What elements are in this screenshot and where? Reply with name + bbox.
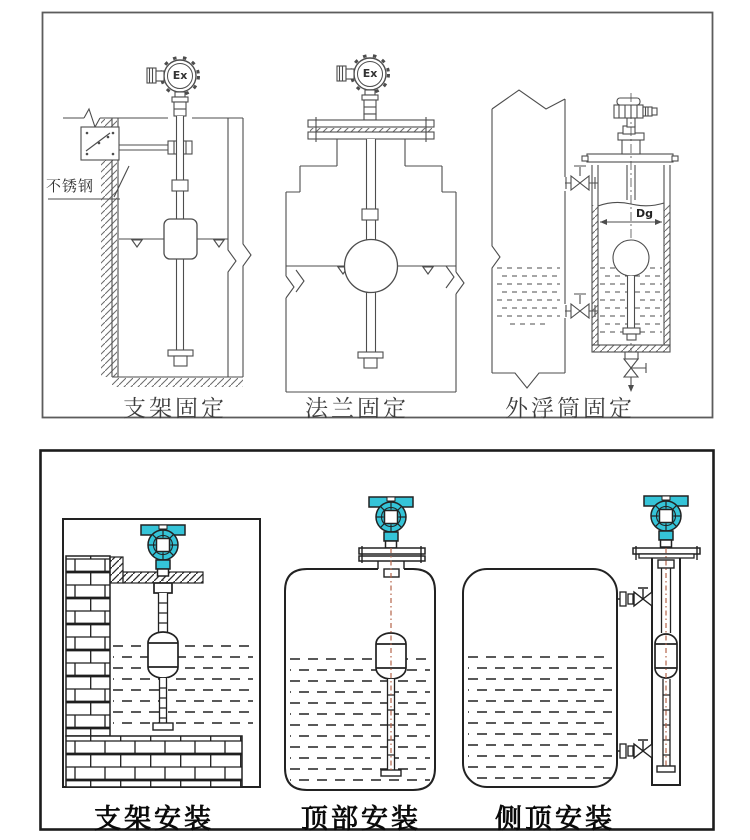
dg-label: Dg <box>636 207 654 220</box>
ex-marking-label: Ex <box>172 69 188 82</box>
caption-flange-fixing: 法兰固定 <box>305 396 409 422</box>
brick-wall <box>66 556 110 736</box>
float-icon <box>164 219 197 259</box>
caption-top-install: 顶部安装 <box>301 804 421 835</box>
flange-plate <box>359 556 425 561</box>
brick-platform <box>66 736 242 787</box>
ex-marking-label: Ex <box>362 67 378 80</box>
float-ball-icon <box>345 240 398 293</box>
float-icon <box>148 632 178 678</box>
caption-external-chamber-fixing: 外浮筒固定 <box>505 396 635 422</box>
flange-plate <box>308 120 434 127</box>
caption-bracket-install: 支架安装 <box>94 804 214 835</box>
terminal-head-icon <box>614 105 643 118</box>
flange-plate <box>308 132 434 139</box>
float-ball-icon <box>613 240 649 276</box>
caption-bracket-fixing: 支架固定 <box>123 396 227 422</box>
caption-side-top-install: 侧顶安装 <box>495 804 615 835</box>
stainless-steel-label: 不锈钢 <box>46 177 95 195</box>
flange-plate <box>359 548 425 554</box>
chamber-flange <box>587 154 673 162</box>
